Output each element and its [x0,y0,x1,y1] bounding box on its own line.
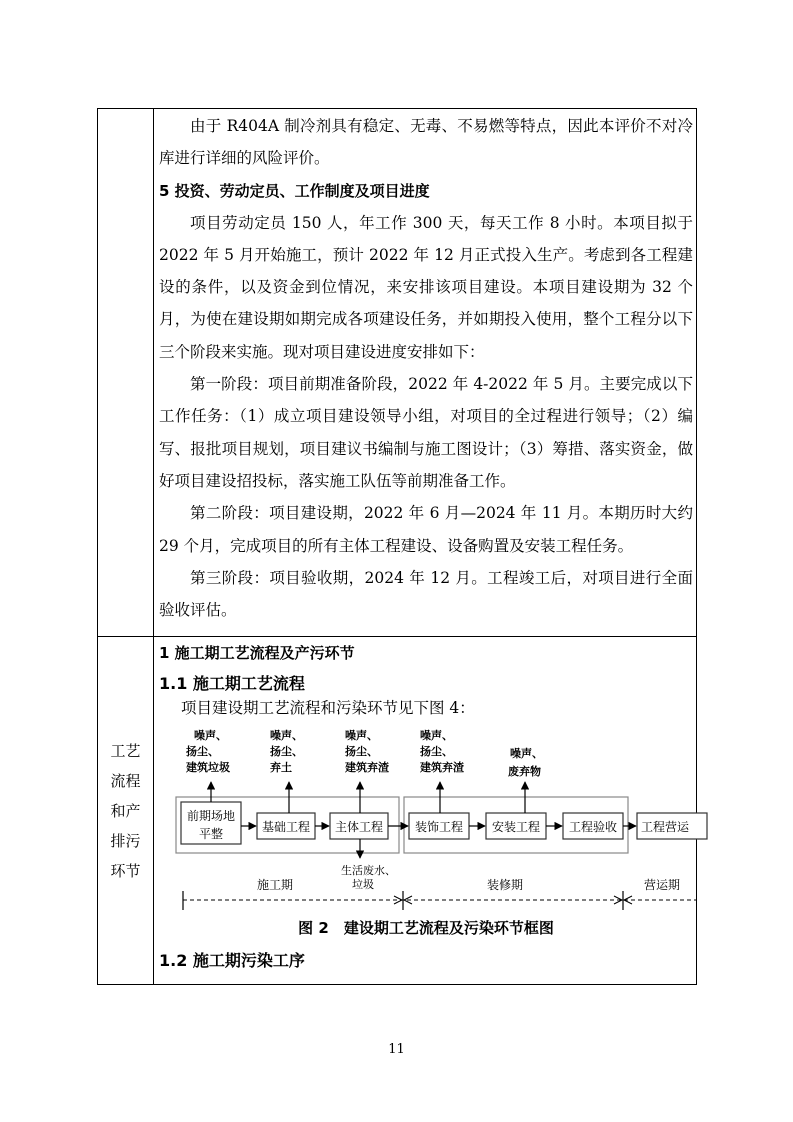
paragraph: 第三阶段：项目验收期，2024 年 12 月。工程竣工后，对项目进行全面验收评估。 [159,568,693,620]
section-1-2-wrapper [159,948,693,974]
emission-label: 噪声、 [194,729,227,742]
figure-caption: 图 2 建设期工艺流程及污染环节框图 [298,919,554,937]
side-label: 工艺流程和产排污环节 [110,741,141,880]
process-box-4-label: 装饰工程 [414,820,464,834]
paragraph: 由于 R404A 制冷剂具有稳定、无毒、不易燃等特点，因此本评价不对冷库进行详细的风险评价。 [159,117,693,168]
paragraph: 项目劳动定员 150 人，年工作 300 天，每天工作 8 小时。本项目拟于 2022 年 5 月开始施工，预计 2022 年 12 月正式投入生产。考虑到各工程建设的条件，以及资金到位情况，来安排该项目建设。本项目建设期为 32 个月，为使在建设期如期完成各项建设任务，并如期投入使用，整个工程分以下三个阶段来实施。现对项目建设进度安排如下： [159,213,693,361]
process-box-1-label-line2: 平整 [198,827,224,841]
paragraph: 第二阶段：项目建设期，2022 年 6 月—2024 年 11 月。本期历时大约 29 个月，完成项目的所有主体工程建设、设备购置及安装工程任务。 [159,504,693,555]
process-box-2-label: 基础工程 [261,820,311,834]
emission-label: 废弃物 [508,765,541,778]
phase-label: 施工期 [256,878,294,892]
phase-label: 营运期 [643,878,681,892]
process-box-6-label: 工程验收 [568,820,618,834]
emission-label: 扬尘、 [345,745,378,758]
emission-label: 噪声、 [420,729,453,742]
emission-label: 建筑弃渣 [420,761,464,774]
emission-label: 噪声、 [345,729,378,742]
waste-label: 生活废水、 [341,864,396,877]
section-1-1-text: 项目建设期工艺流程和污染环节见下图 4： [181,699,475,717]
process-box-5-label: 安装工程 [491,820,541,834]
emission-label: 扬尘、 [270,745,303,758]
waste-label: 垃圾 [352,878,374,891]
section-1-1-title: 1.1 施工期工艺流程 [159,674,305,693]
emission-label: 建筑弃渣 [345,761,389,774]
section-5-title: 5 投资、劳动定员、工作制度及项目进度 [159,181,430,200]
paragraph: 第一阶段：项目前期准备阶段，2022 年 4-2022 年 5 月。主要完成以下工作任务：（1）成立项目建设领导小组，对项目的全过程进行领导；（2）编写、报批项目规划，项目建议书编制与施工图设计；（3）筹措、落实资金，做好项目建设招投标，落实施工队伍等前期准备工作。 [159,375,693,490]
process-box-7-label: 工程营运 [641,820,690,834]
phase-label: 装修期 [486,878,524,892]
emission-label: 噪声、 [510,747,543,760]
emission-label: 扬尘、 [186,745,219,758]
emission-label: 扬尘、 [420,745,453,758]
page-number: 11 [388,1042,405,1057]
section-1-2-title: 1.2 施工期污染工序 [159,951,305,970]
section-1-title: 1 施工期工艺流程及产污环节 [159,644,355,662]
emission-label: 建筑垃圾 [186,761,230,774]
process-box-1-label-line1: 前期场地 [186,809,236,823]
process-box-3-label: 主体工程 [334,820,384,834]
emission-label: 弃土 [270,761,292,774]
emission-label: 噪声、 [270,729,303,742]
